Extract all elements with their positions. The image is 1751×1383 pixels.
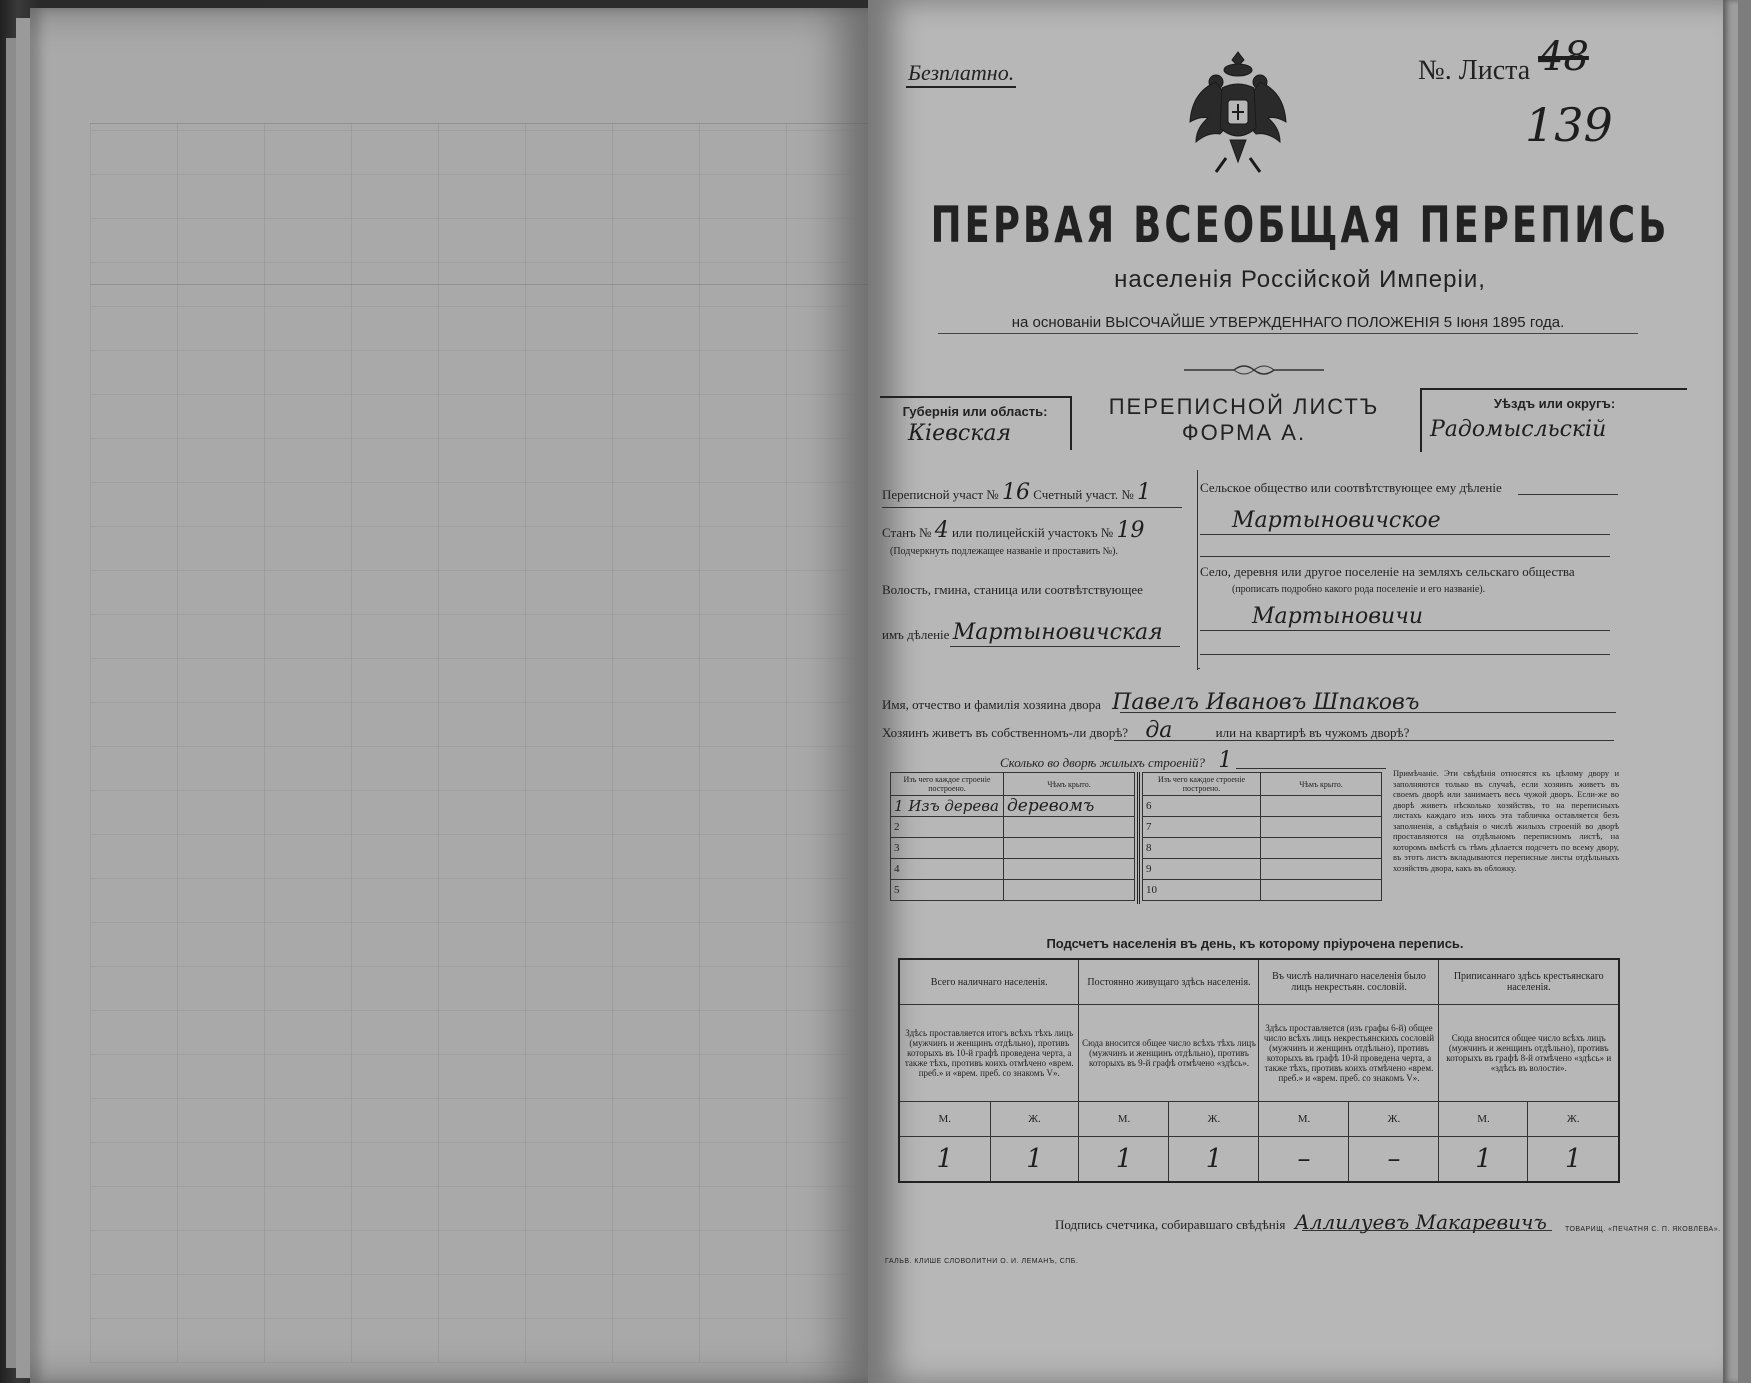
gubernia-label: Губернія или область:: [902, 404, 1048, 419]
field-underline: [1302, 1230, 1552, 1231]
divider-foot: [1197, 668, 1200, 669]
field-underline: [1120, 712, 1616, 713]
page-edge: [16, 18, 30, 1378]
female-label: Ж.: [1528, 1102, 1619, 1137]
gubernia-box: [880, 396, 1072, 450]
table-row: [1143, 817, 1382, 838]
legal-basis: [938, 314, 1638, 334]
buildings-table-right: [1142, 772, 1382, 901]
sheet-type-line1: ПЕРЕПИСНОЙ ЛИСТЪ: [1108, 394, 1380, 419]
permanent-male-value: 1: [1079, 1137, 1169, 1183]
roof-cell: [1261, 838, 1382, 859]
material-cell: 5: [891, 880, 1004, 901]
stan-label: Станъ №: [882, 525, 932, 540]
roof-cell: [1004, 880, 1135, 901]
col-material-header: Изъ чего каждое строеніе построено.: [1143, 773, 1261, 796]
volost-label2: имъ дѣленіе: [882, 627, 950, 642]
col-nonpeasant-desc: Здѣсь проставляется (изъ графы 6-й) общее число всѣхъ лицъ некрестьянскихъ сословій (мужчинъ и женщинъ отдѣльно), противъ которыхъ въ графѣ 10-й проведена черта, а также тѣхъ, противъ коихъ отмѣчено «врем. преб.» и «врем. преб. со знакомъ V».: [1259, 1005, 1439, 1102]
field-underline: [1200, 630, 1610, 631]
form-header: [880, 388, 1685, 458]
roof-cell: деревомъ: [1004, 796, 1135, 817]
owner-name-value: Павелъ Ивановъ Шпаковъ: [1112, 690, 1420, 715]
sheet-type: [1074, 388, 1414, 446]
col-total-header: Всего наличнаго населенія.: [899, 959, 1079, 1005]
table-row: [1143, 838, 1382, 859]
sheet-number-text: №. Листа: [1418, 55, 1531, 86]
male-label: М.: [1079, 1102, 1169, 1137]
material-cell: 1 Изъ дерева: [891, 796, 1004, 817]
free-label: Безплатно.: [906, 60, 1016, 88]
table-row: [891, 796, 1135, 817]
uezd-value: Радомысльскій: [1430, 417, 1607, 442]
male-label: М.: [899, 1102, 990, 1137]
male-label: М.: [1259, 1102, 1349, 1137]
census-district-label: Переписной участ №: [882, 487, 999, 502]
column-divider: [1197, 470, 1198, 670]
stan-value: 4: [934, 518, 949, 543]
registered-female-value: 1: [1528, 1137, 1619, 1183]
table-row: [1143, 859, 1382, 880]
table-row: [891, 838, 1135, 859]
female-label: Ж.: [1349, 1102, 1439, 1137]
count-district-label: Счетный участ. №: [1033, 487, 1134, 502]
stan-row: [882, 518, 1144, 543]
double-headed-eagle-icon: [1186, 48, 1290, 180]
material-cell: 2: [891, 817, 1004, 838]
buildings-count-label: Сколько во дворѣ жилыхъ строеній?: [1000, 755, 1206, 770]
volost-label: Волость, гмина, станица или соотвѣтствующее: [882, 582, 1143, 597]
col-total-desc: Здѣсь проставляется итогъ всѣхъ тѣхъ лицъ (мужчинъ и женщинъ отдѣльно), противъ которыхъ въ 10-й графѣ проведена черта, а также тѣхъ, противъ коихъ отмѣчено «врем. преб.» и «врем. преб. со знакомъ V».: [899, 1005, 1079, 1102]
population-table: [898, 958, 1620, 1183]
owner-own-label: Хозяинъ живетъ въ собственномъ-ли дворѣ?: [882, 725, 1129, 740]
village-label: Село, деревня или другое поселеніе на земляхъ сельскаго общества: [1200, 564, 1575, 579]
female-label: Ж.: [990, 1102, 1079, 1137]
roof-cell: [1004, 817, 1135, 838]
col-material-header: Изъ чего каждое строеніе построено.: [891, 773, 1004, 796]
population-title: Подсчетъ населенія въ день, къ которому пріурочена перепись.: [1046, 936, 1464, 951]
field-underline: [882, 507, 1182, 508]
col-permanent-desc: Сюда вносится общее число всѣхъ тѣхъ лицъ (мужчинъ и женщинъ отдѣльно), противъ которыхъ въ 9-й графѣ отмѣчено «здѣсь».: [1079, 1005, 1259, 1102]
sheet-number-crossed: [1538, 34, 1589, 80]
field-underline: [1200, 654, 1610, 655]
underline-note: (Подчеркнуть подлежащее названіе и проставить №).: [890, 546, 1118, 557]
material-cell: 10: [1143, 880, 1261, 901]
society-value: Мартыновичское: [1232, 508, 1441, 533]
material-cell: 7: [1143, 817, 1261, 838]
col-roof-header: Чѣмъ крыто.: [1261, 773, 1382, 796]
volost-value: Мартыновичская: [952, 620, 1163, 645]
material-cell: 9: [1143, 859, 1261, 880]
total-male-value: 1: [899, 1137, 990, 1183]
signature-value: Аллилуевъ Макаревичъ: [1294, 1210, 1547, 1234]
permanent-female-value: 1: [1169, 1137, 1259, 1183]
col-registered-desc: Сюда вносится общее число всѣхъ лицъ (мужчинъ и женщинъ отдѣльно), противъ которыхъ въ графѣ 8-й отмѣчено «здѣсь» и «здѣсь въ волости».: [1439, 1005, 1619, 1102]
roof-cell: [1004, 838, 1135, 859]
village-note: (прописать подробно какого рода поселеніе и его названіе).: [1232, 584, 1486, 595]
nonpeasant-male-value: –: [1259, 1137, 1349, 1183]
owner-rent-label: или на квартирѣ въ чужомъ дворѣ?: [1215, 725, 1410, 740]
ghost-table-grid: [90, 123, 870, 1363]
printer-footer-left: ГАЛЬВ. КЛИШЕ СЛОВОЛИТНИ О. И. ЛЕМАНЪ, СПБ.: [885, 1258, 1079, 1265]
registered-male-value: 1: [1439, 1137, 1528, 1183]
field-underline: [1200, 534, 1610, 535]
police-label: или полицейскій участокъ №: [951, 525, 1114, 540]
census-district-row: [882, 480, 1151, 505]
page-edge: [6, 38, 16, 1368]
census-district-value: 16: [1001, 480, 1030, 505]
table-row: [891, 859, 1135, 880]
field-underline: [1114, 740, 1614, 741]
gubernia-value: Кіевская: [908, 421, 1012, 446]
total-female-value: 1: [990, 1137, 1079, 1183]
female-label: Ж.: [1169, 1102, 1259, 1137]
signature-label: Подпись счетчика, собиравшаго свѣдѣнія: [1055, 1217, 1286, 1232]
material-cell: 3: [891, 838, 1004, 859]
village-value: Мартыновичи: [1252, 604, 1424, 629]
table-divider: [1137, 772, 1140, 904]
note-text: Примѣчаніе. Эти свѣдѣнія относятся къ цѣлому двору и заполняются только въ случаѣ, если хозяинъ живетъ въ своемъ дворѣ или занимаетъ весь чужой дворъ. Если-же во дворѣ живетъ нѣсколько хозяйствъ, то на переписныхъ листахъ каждаго изъ нихъ эта табличка оставляется безъ заполненія, а свѣдѣнія о числѣ жилыхъ строеній во дворѣ проставляются на отдѣльномъ переписномъ листѣ, на которомъ вмѣстѣ съ тѣмъ дѣлается подсчетъ по всему двору, въ этотъ листъ вкладываются переписные листы отдѣльныхъ хозяйствъ двора, какъ въ обложку.: [1393, 768, 1619, 873]
material-cell: 6: [1143, 796, 1261, 817]
page-subtitle: населенія Россійской Имперіи,: [1114, 266, 1486, 293]
volost-row: [882, 620, 1163, 645]
roof-cell: [1261, 880, 1382, 901]
sheet-number-crossed-text: 48: [1538, 34, 1589, 80]
field-underline: [1200, 556, 1610, 557]
table-row: [891, 817, 1135, 838]
table-row: [1143, 880, 1382, 901]
count-district-value: 1: [1137, 480, 1152, 505]
field-underline: [1518, 494, 1618, 495]
sheet-type-line2: ФОРМА А.: [1181, 420, 1307, 445]
col-permanent-header: Постоянно живущаго здѣсь населенія.: [1079, 959, 1259, 1005]
nonpeasant-female-value: –: [1349, 1137, 1439, 1183]
page-edge: [1738, 0, 1751, 1383]
printer-footer-right: ТОВАРИЩ. «ПЕЧАТНЯ С. П. ЯКОВЛЕВА».: [1565, 1226, 1721, 1233]
material-cell: 4: [891, 859, 1004, 880]
table-row: [891, 880, 1135, 901]
buildings-count-row: [1000, 748, 1232, 773]
left-page: [30, 8, 870, 1383]
ornament-divider-icon: [1184, 363, 1324, 377]
sheet-number-handwritten: 139: [1525, 98, 1613, 152]
buildings-table-left: [890, 772, 1135, 901]
police-value: 19: [1116, 518, 1145, 543]
uezd-box: [1420, 388, 1687, 452]
sheet-number-label: [1418, 55, 1530, 87]
male-label: М.: [1439, 1102, 1528, 1137]
col-registered-header: Приписаннаго здѣсь крестьянскаго населенія.: [1439, 959, 1619, 1005]
roof-cell: [1261, 817, 1382, 838]
material-cell: 8: [1143, 838, 1261, 859]
uezd-label: Уѣздъ или округъ:: [1493, 396, 1616, 411]
roof-cell: [1261, 859, 1382, 880]
field-underline: [950, 646, 1180, 647]
society-label: Сельское общество или соотвѣтствующее ему дѣленіе: [1200, 480, 1502, 495]
table-row: [1143, 796, 1382, 817]
owner-name-label: Имя, отчество и фамилія хозяина двора: [882, 697, 1101, 712]
buildings-count-value: 1: [1218, 748, 1233, 773]
roof-cell: [1261, 796, 1382, 817]
page-title: ПЕРВАЯ ВСЕОБЩАЯ ПЕРЕПИСЬ: [930, 196, 1670, 255]
owner-own-value: да: [1145, 718, 1173, 743]
col-nonpeasant-header: Въ числѣ наличнаго населенія было лицъ некрестьян. сословій.: [1259, 959, 1439, 1005]
field-underline: [1236, 768, 1386, 769]
col-roof-header: Чѣмъ крыто.: [1004, 773, 1135, 796]
roof-cell: [1004, 859, 1135, 880]
legal-basis-text: на основаніи ВЫСОЧАЙШЕ УТВЕРЖДЕННАГО ПОЛОЖЕНІЯ 5 Іюня 1895 года.: [1011, 314, 1565, 331]
